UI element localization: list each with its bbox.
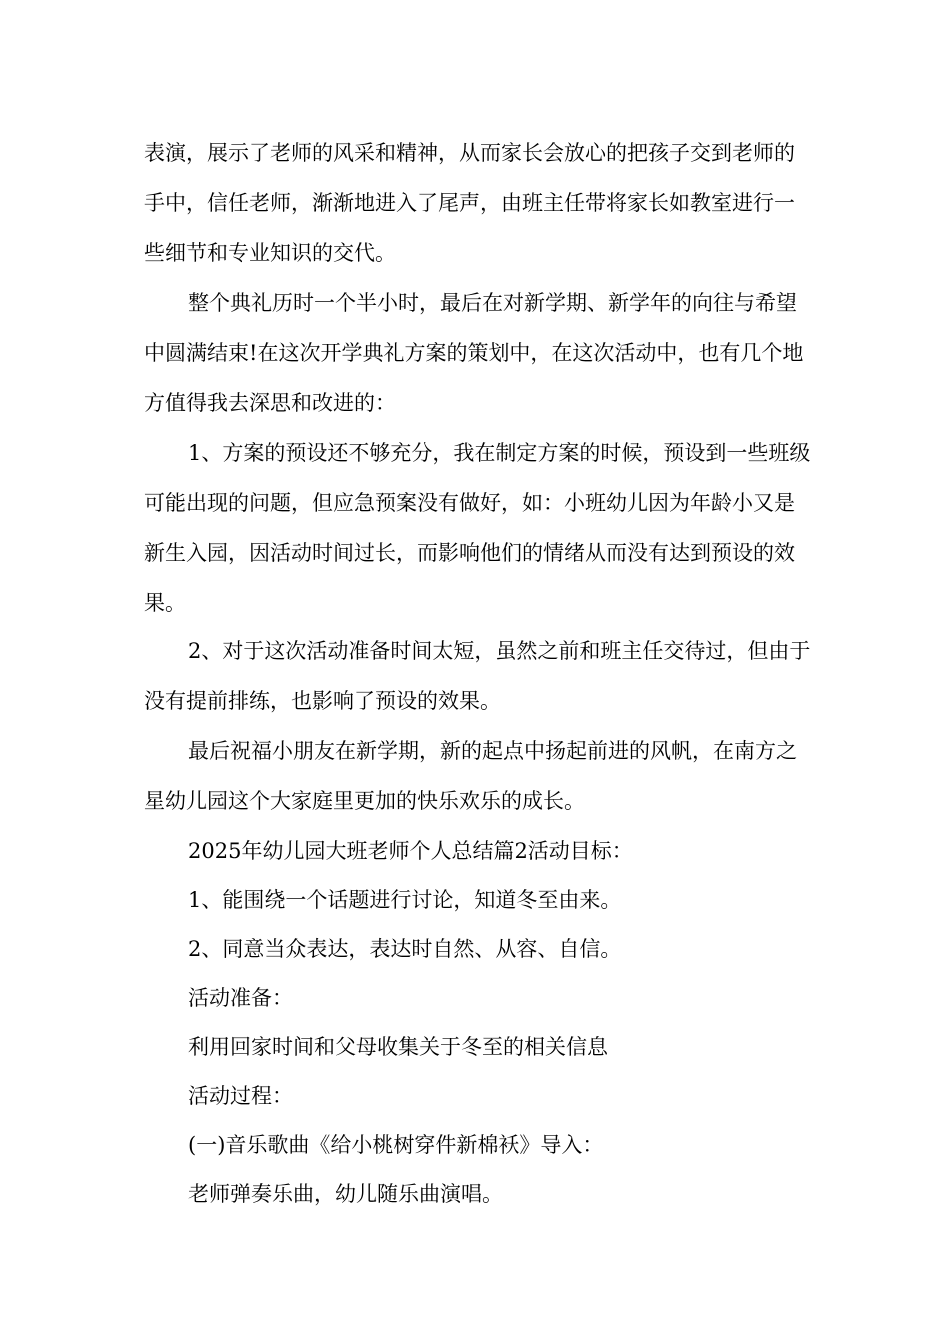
heading-activity-process: 活动过程： xyxy=(188,1084,293,1108)
section-heading-activity-goals: 2025年幼儿园大班老师个人总结篇2活动目标： xyxy=(188,839,633,863)
paragraph-ceremony-ending: 表演，展示了老师的风采和精神，从而家长会放心的把孩子交到老师的手中，信任老师，渐渐地进入了尾声，由班主任带将家长如教室进行一些细节和专业知识的交代。 xyxy=(144,141,795,265)
heading-activity-preparation: 活动准备： xyxy=(188,986,293,1010)
paragraph-improvement-2: 2、对于这次活动准备时间太短，虽然之前和班主任交待过，但由于没有提前排练，也影响了预设的效果。 xyxy=(144,639,811,713)
goal-item-2: 2、同意当众表达，表达时自然、从容、自信。 xyxy=(188,937,622,961)
preparation-text: 利用回家时间和父母收集关于冬至的相关信息 xyxy=(188,1035,608,1059)
paragraph-improvement-1: 1、方案的预设还不够充分，我在制定方案的时候，预设到一些班级可能出现的问题，但应急预案没有做好，如：小班幼儿因为年龄小又是新生入园，因活动时间过长，而影响他们的情绪从而没有达到预设的效果。 xyxy=(144,441,811,615)
process-step-1: (一)音乐歌曲《给小桃树穿件新棉袄》导入： xyxy=(188,1133,604,1157)
paragraph-blessing: 最后祝福小朋友在新学期，新的起点中扬起前进的风帆，在南方之星幼儿园这个大家庭里更加的快乐欢乐的成长。 xyxy=(144,739,797,813)
goal-item-1: 1、能围绕一个话题进行讨论，知道冬至由来。 xyxy=(188,888,622,912)
paragraph-ceremony-summary: 整个典礼历时一个半小时，最后在对新学期、新学年的向往与希望中圆满结束!在这次开学典礼方案的策划中，在这次活动中，也有几个地方值得我去深思和改进的： xyxy=(144,291,804,415)
process-step-1-detail: 老师弹奏乐曲，幼儿随乐曲演唱。 xyxy=(188,1182,503,1206)
